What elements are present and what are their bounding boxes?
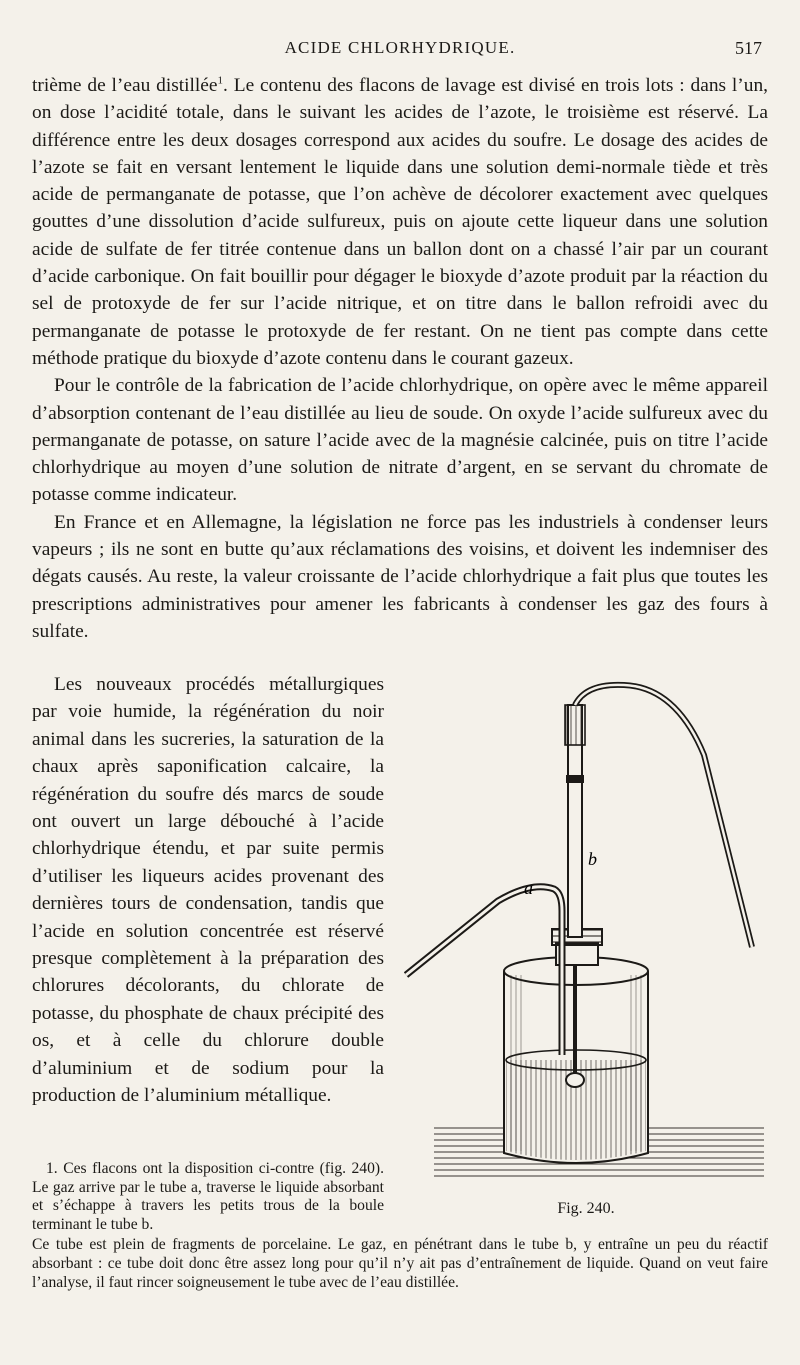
footnote-marker: 1 xyxy=(217,74,224,87)
label-b: b xyxy=(588,849,597,869)
footnote-1: 1. Ces flacons ont la disposition ci-contre (fig. 240). Le gaz arrive par le tube a, traverse le liquide absorbant et s’échappe à travers les petits trous de la boule terminant le tube b. xyxy=(32,1160,384,1233)
paragraph-1 xyxy=(32,72,768,372)
paragraph-1-rest: . Le contenu des flacons de lavage est divisé en trois lots : dans l’un, on dose l’acidité totale, dans le suivant les acides de l’azote, le troisième est réservé. La différence entre les deux dosages correspond aux acides du soufre. Le dosage des acides de l’azote se fait en versant lentement le liquide dans une solution demi-normale tiède et très acide de permanganate de potasse, que l’on achève de décolorer exactement avec quelques gouttes d’une dissolution d’acide sulfureux, puis on ajoute cette liqueur dans une solution acide de sulfate de fer titrée contenue dans un ballon dont on a chassé l’air par un courant d’acide carbonique. On fait bouillir pour dégager le bioxyde d’azote produit par la réaction du sel de protoxyde de fer sur l’acide nitrique, et on titre dans le ballon refroidi avec du permanganate de potasse le protoxyde de fer restant. On ne tient pas compte dans cette méthode pratique du bioxyde d’azote contenu dans le courant gazeux. xyxy=(32,75,768,369)
paragraph-3: En France et en Allemagne, la législation ne force pas les industriels à condenser leurs vapeurs ; ils ne sont en butte qu’aux réclamations des voisins, et doivent les indemniser des dégats causés. Au reste, la valeur croissante de l’acide chlorhydrique a fait plus que toutes les prescriptions administratives pour amener les fabricants à condenser les gaz des fours à sulfate. xyxy=(32,511,768,642)
page-header xyxy=(32,38,768,68)
page-number: 517 xyxy=(735,38,762,58)
footnote-1-continued: Ce tube est plein de fragments de porcelaine. Le gaz, en pénétrant dans le tube b, y entraîne un peu du réactif absorbant : ce tube doit donc être assez long pour qu’il n’y ait pas d’entraînement de liquide. Quand on veut faire l’analyse, il faut rincer soigneusement le tube avec de l’eau distillée. xyxy=(32,1236,768,1291)
paragraph-1-start: trième de l’eau distillée xyxy=(32,75,218,96)
paragraph-2: Pour le contrôle de la fabrication de l’acide chlorhydrique, on opère avec le même appareil d’absorption contenant de l’eau distillée au lieu de soude. On oxyde l’acide sulfureux avec du permanganate de potasse, on sature l’acide avec de la magnésie calcinée, puis on titre l’acide chlorhydrique au moyen d’une solution de nitrate d’argent, en se servant du chromate de potasse comme indicateur. xyxy=(32,375,768,506)
main-text xyxy=(32,72,768,645)
paragraph-4: Les nouveaux procédés métallurgiques par voie humide, la régénération du noir animal dans les sucreries, la saturation de la chaux après saponification calcaire, la régénération du soufre dés marcs de soude ont ouvert un large débouché à l’acide chlorhydrique étendu, et par suite permis d’utiliser les liqueurs acides provenant des dernières tours de condensation, tandis que l’acide en solution concentrée est réservé presque complètement à la préparation des chlorures décolorants, du chlorate de potasse, du phosphate de chaux précipité des os, et à celle du chlorure double d’aluminium et de sodium pour la production de l’aluminium métallique. xyxy=(32,674,384,1107)
running-title: ACIDE CHLORHYDRIQUE. xyxy=(284,38,516,57)
outlet-tube xyxy=(575,685,752,947)
figure-240 xyxy=(404,675,768,1225)
label-a: a xyxy=(524,878,533,898)
absorption-flask-illustration xyxy=(404,675,768,1195)
figure-caption: Fig. 240. xyxy=(557,1200,615,1217)
perforated-bulb xyxy=(566,1073,584,1087)
